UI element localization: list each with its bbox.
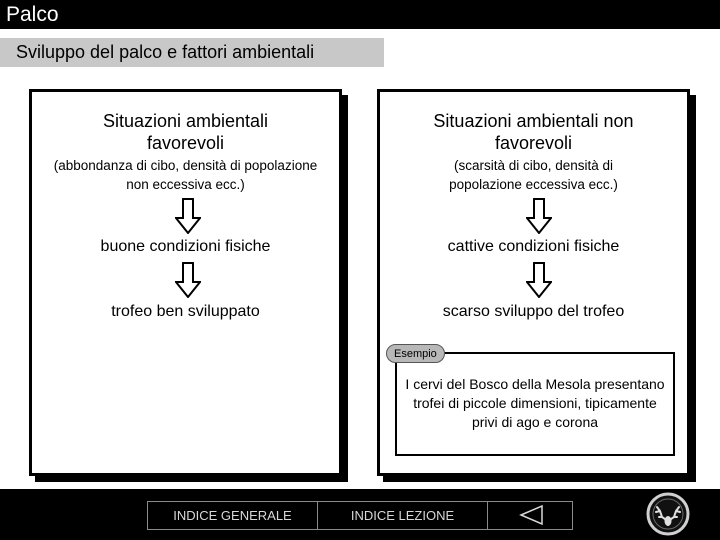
favorable-heading: Situazioni ambientali favorevoli (102, 111, 269, 153)
favorable-note: (abbondanza di cibo, densità di popolazione non eccessiva ecc.) (53, 158, 318, 192)
section-subtitle: Sviluppo del palco e fattori ambientali (0, 38, 384, 67)
page-title: Palco (6, 3, 59, 26)
down-arrow-icon (526, 198, 552, 234)
example-text: I cervi del Bosco della Mesola presentano trofei di piccole dimensioni, tipicamente privi di ago e corona (405, 376, 665, 430)
back-triangle-icon (488, 502, 574, 529)
down-arrow-icon (526, 262, 552, 298)
example-tag: Esempio (386, 344, 445, 363)
down-arrow-icon (175, 198, 201, 234)
unfavorable-step-condition: cattive condizioni fisiche (447, 238, 620, 255)
unfavorable-heading: Situazioni ambientali non favorevoli (433, 111, 634, 153)
page-title-bar (0, 0, 720, 29)
indice-lezione-button[interactable]: INDICE LEZIONE (317, 501, 488, 530)
deer-logo-icon (646, 492, 690, 536)
unfavorable-step-trophy: scarso sviluppo del trofeo (442, 303, 625, 320)
indice-generale-button[interactable]: INDICE GENERALE (147, 501, 318, 530)
unfavorable-note: (scarsità di cibo, densità di popolazione eccessiva ecc.) (449, 158, 618, 192)
favorable-panel (29, 89, 342, 476)
back-button[interactable] (487, 501, 573, 530)
favorable-step-trophy: trofeo ben sviluppato (111, 303, 260, 320)
down-arrow-icon (175, 262, 201, 298)
example-box (395, 352, 675, 456)
favorable-step-condition: buone condizioni fisiche (100, 238, 271, 255)
